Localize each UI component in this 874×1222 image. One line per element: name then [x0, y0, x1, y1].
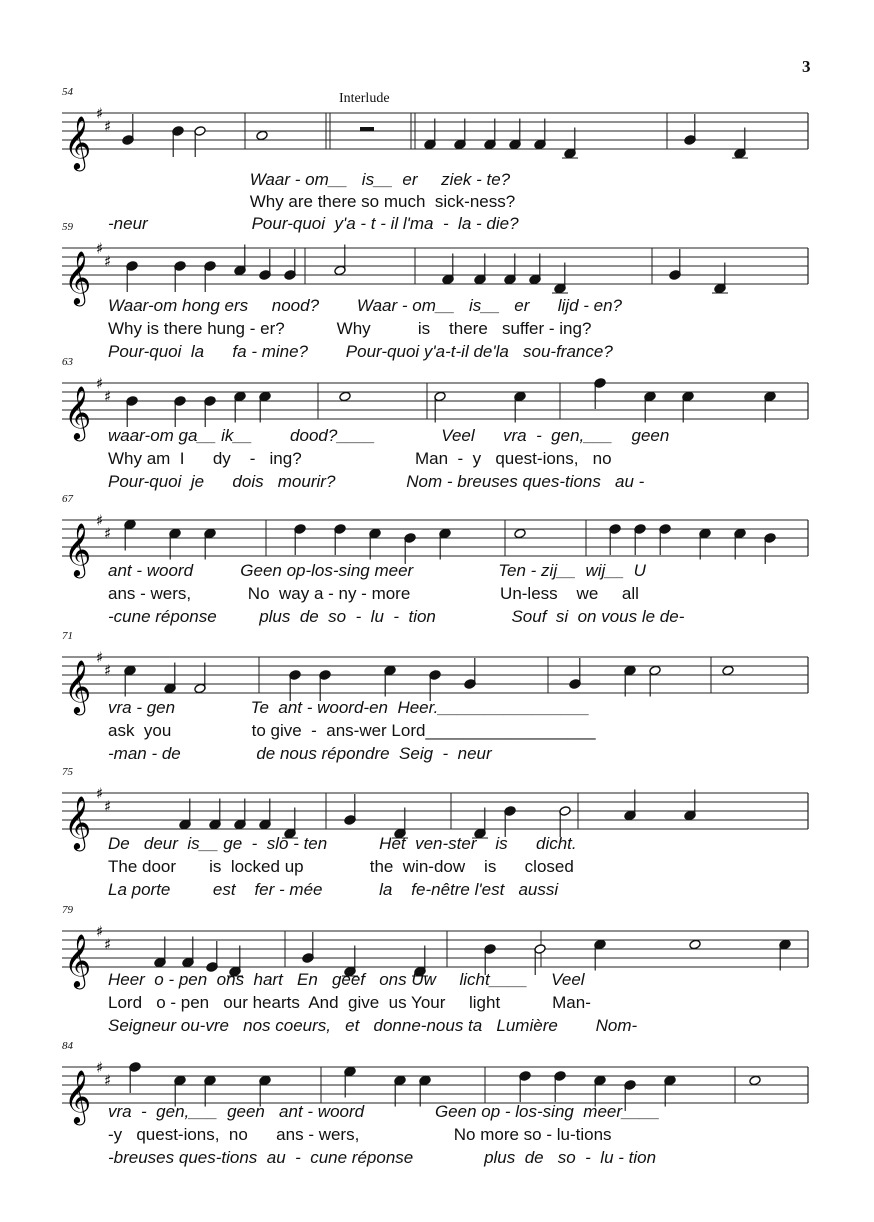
key-signature-sharp: ♯	[96, 784, 104, 803]
whole-note	[722, 665, 734, 676]
whole-note	[689, 939, 701, 950]
lyric-line-en: Why am I dy - ing? Man - y quest-ions, no	[108, 449, 612, 468]
lyric-line-nl: vra - gen Te ant - woord-en Heer.________________	[108, 698, 590, 717]
page-number: 3	[802, 57, 811, 76]
whole-note	[514, 528, 526, 539]
treble-clef: 𝄞	[64, 522, 92, 576]
lyric-line-en: Why is there hung - er? Why is there suffer - ing?	[108, 319, 592, 338]
key-signature-sharp: ♯	[96, 922, 104, 941]
treble-clef: 𝄞	[64, 385, 92, 439]
key-signature-sharp: ♯	[96, 1058, 104, 1077]
whole-rest	[360, 127, 374, 131]
treble-clef: 𝄞	[64, 1069, 92, 1123]
treble-clef: 𝄞	[64, 933, 92, 987]
lyric-line-nl: Waar-om hong ers nood? Waar - om__ is__ er lijd - en?	[108, 296, 623, 315]
key-signature-sharp: ♯	[104, 661, 112, 680]
lyric-line-fr: -neur Pour-quoi y'a - t - il l'ma - la - die?	[108, 214, 519, 233]
lyric-line-en: Lord o - pen our hearts And give us Your light Man-	[108, 993, 591, 1012]
key-signature-sharp: ♯	[104, 524, 112, 543]
lyric-line-fr: La porte est fer - mée la fe-nêtre l'est aussi	[108, 880, 559, 899]
lyric-line-fr: -cune réponse plus de so - lu - tion Souf si on vous le de-	[108, 607, 685, 626]
whole-note	[339, 391, 351, 402]
key-signature-sharp: ♯	[104, 252, 112, 271]
lyric-line-nl: ant - woord Geen op-los-sing meer Ten - zij__ wij__ U	[108, 561, 646, 580]
lyric-line-fr: -breuses ques-tions au - cune réponse plus de so - lu - tion	[108, 1148, 657, 1167]
lyric-line-nl: vra - gen,___ geen ant - woord Geen op - los-sing meer____	[108, 1102, 660, 1121]
lyric-line-fr: Pour-quoi la fa - mine? Pour-quoi y'a-t-il de'la sou-france?	[108, 342, 613, 361]
measure-number: 79	[62, 904, 73, 916]
lyric-line-fr: Seigneur ou-vre nos coeurs, et donne-nous ta Lumière Nom-	[108, 1016, 638, 1035]
whole-note	[256, 130, 268, 141]
key-signature-sharp: ♯	[104, 797, 112, 816]
key-signature-sharp: ♯	[104, 387, 112, 406]
measure-number: 59	[62, 221, 73, 233]
treble-clef: 𝄞	[64, 250, 92, 304]
whole-note	[749, 1075, 761, 1086]
lyric-line-nl: Heer o - pen ons hart En geef ons Uw licht____ Veel	[108, 970, 585, 989]
key-signature-sharp: ♯	[96, 374, 104, 393]
interlude-marking: Interlude	[339, 91, 390, 106]
key-signature-sharp: ♯	[96, 239, 104, 258]
lyric-line-nl: Waar - om__ is__ er ziek - te?	[108, 170, 511, 189]
measure-number: 67	[62, 493, 73, 505]
lyric-line-nl: waar-om ga__ ik__ dood?____ Veel vra - gen,___ geen	[108, 426, 670, 445]
measure-number: 54	[62, 86, 73, 98]
treble-clef: 𝄞	[64, 115, 92, 169]
treble-clef: 𝄞	[64, 659, 92, 713]
measure-number: 63	[62, 356, 73, 368]
key-signature-sharp: ♯	[96, 511, 104, 530]
measure-number: 75	[62, 766, 73, 778]
measure-number: 84	[62, 1040, 73, 1052]
lyric-line-fr: -man - de de nous répondre Seig - neur	[108, 744, 492, 763]
key-signature-sharp: ♯	[104, 117, 112, 136]
lyric-line-en: ans - wers, No way a - ny - more Un-less we all	[108, 584, 639, 603]
lyric-line-en: The door is locked up the win-dow is closed	[108, 857, 574, 876]
lyric-line-en: ask you to give - ans-wer Lord__________________	[108, 721, 596, 740]
treble-clef: 𝄞	[64, 795, 92, 849]
measure-number: 71	[62, 630, 73, 642]
lyric-line-en: -y quest-ions, no ans - wers, No more so - lu-tions	[108, 1125, 612, 1144]
lyric-line-fr: Pour-quoi je dois mourir? Nom - breuses ques-tions au -	[108, 472, 645, 491]
key-signature-sharp: ♯	[104, 1071, 112, 1090]
lyric-line-en: Why are there so much sick-ness?	[108, 192, 516, 211]
key-signature-sharp: ♯	[96, 104, 104, 123]
lyric-line-nl: De deur is__ ge - slo - ten Het ven-ster is dicht.	[108, 834, 577, 853]
key-signature-sharp: ♯	[104, 935, 112, 954]
key-signature-sharp: ♯	[96, 648, 104, 667]
staff-system	[0, 99, 874, 179]
